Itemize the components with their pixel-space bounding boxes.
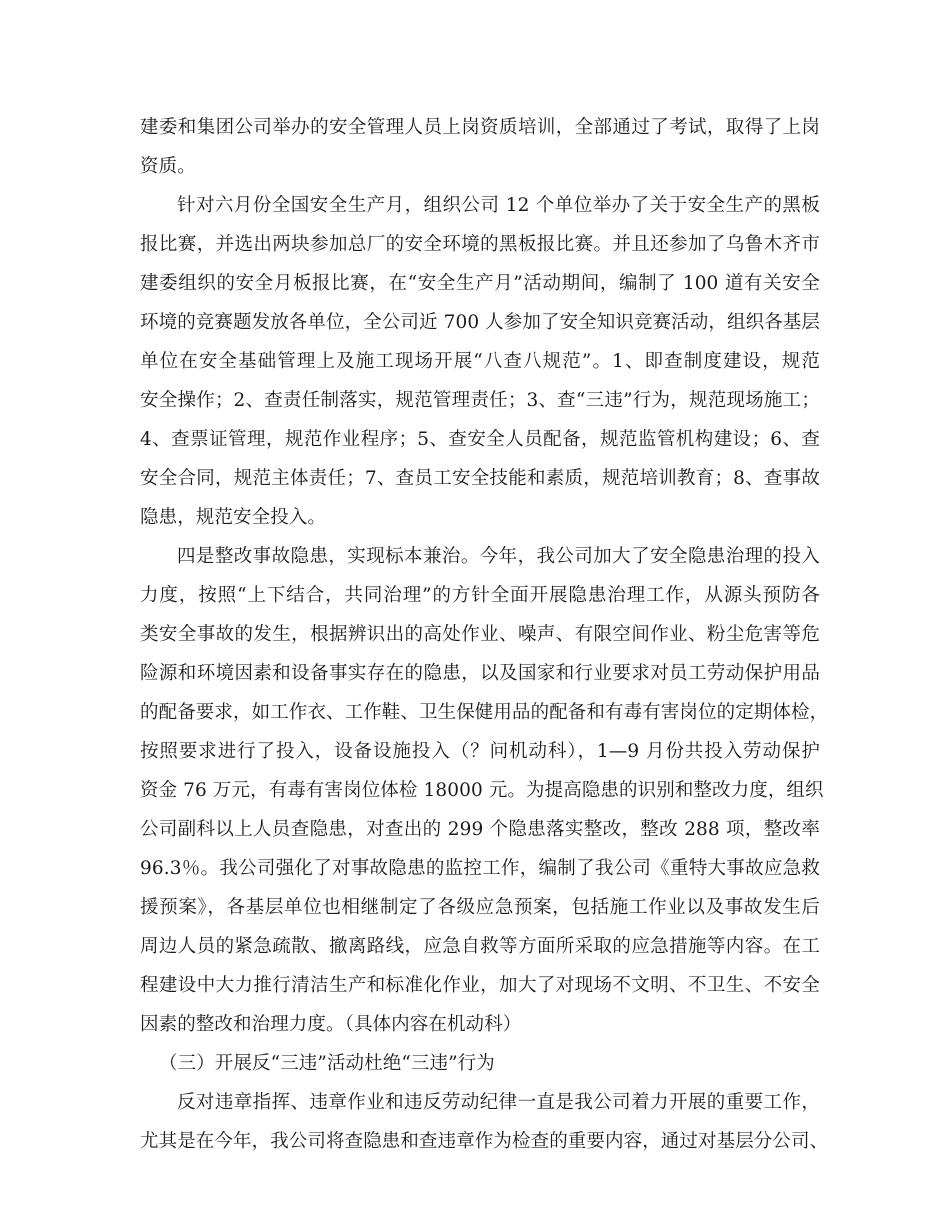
text-line: 针对六月份全国安全生产月，组织公司 12 个单位举办了关于安全生产的黑板 <box>177 195 820 216</box>
text-line: 建委和集团公司举办的安全管理人员上岗资质培训，全部通过了考试，取得了上岗 <box>140 117 820 138</box>
text-line: 四是整改事故隐患，实现标本兼治。今年，我公司加大了安全隐患治理的投入 <box>177 546 820 567</box>
text-line: 4、查票证管理，规范作业程序；5、查安全人员配备，规范监管机构建设；6、查 <box>140 429 820 450</box>
text-line: 反对违章指挥、违章作业和违反劳动纪律一直是我公司着力开展的重要工作， <box>177 1092 820 1113</box>
text-line: 安全合同，规范主体责任；7、查员工安全技能和素质，规范培训教育；8、查事故 <box>140 468 820 489</box>
text-line: 周边人员的紧急疏散、撤离路线，应急自救等方面所采取的应急措施等内容。在工 <box>140 936 820 957</box>
text-line: 公司副科以上人员查隐患，对查出的 299 个隐患落实整改，整改 288 项，整改率 <box>140 819 820 840</box>
text-line: 隐患，规范安全投入。 <box>140 507 327 528</box>
text-line: 安全操作；2、查责任制落实，规范管理责任；3、查“三违”行为，规范现场施工； <box>140 390 820 411</box>
text-line: 的配备要求，如工作衣、工作鞋、卫生保健用品的配备和有毒有害岗位的定期体检， <box>140 702 829 723</box>
text-line: 建委组织的安全月板报比赛，在“安全生产月”活动期间，编制了 100 道有关安全 <box>140 273 820 294</box>
text-line: 因素的整改和治理力度。（具体内容在机动科） <box>140 1014 522 1035</box>
text-line: 按照要求进行了投入，设备设施投入（？问机动科），1—9 月份共投入劳动保护 <box>140 741 820 762</box>
text-line: 尤其是在今年，我公司将查隐患和查违章作为检查的重要内容，通过对基层分公司、 <box>140 1131 829 1152</box>
text-line: 资质。 <box>140 156 196 177</box>
text-line: 程建设中大力推行清洁生产和标准化作业，加大了对现场不文明、不卫生、不安全 <box>140 975 820 996</box>
text-line: 单位在安全基础管理上及施工现场开展“八查八规范”。1、即查制度建设，规范 <box>140 351 820 372</box>
text-line: 险源和环境因素和设备事实存在的隐患，以及国家和行业要求对员工劳动保护用品 <box>140 663 820 684</box>
text-line: 类安全事故的发生，根据辨识出的高处作业、噪声、有限空间作业、粉尘危害等危 <box>140 624 820 645</box>
text-line: 环境的竞赛题发放各单位，全公司近 700 人参加了安全知识竞赛活动，组织各基层 <box>140 312 820 333</box>
text-line: 援预案》，各基层单位也相继制定了各级应急预案，包括施工作业以及事故发生后 <box>140 897 820 918</box>
text-line: 报比赛，并选出两块参加总厂的安全环境的黑板报比赛。并且还参加了乌鲁木齐市 <box>140 234 820 255</box>
text-line: 力度，按照“上下结合，共同治理”的方针全面开展隐患治理工作，从源头预防各 <box>140 585 820 606</box>
text-line: 资金 76 万元，有毒有害岗位体检 18000 元。为提高隐患的识别和整改力度，组织 <box>140 780 824 801</box>
text-line: 96.3％。我公司强化了对事故隐患的监控工作，编制了我公司《重特大事故应急救 <box>140 858 820 879</box>
section-heading: （三）开展反“三违”活动杜绝“三违”行为 <box>159 1053 495 1074</box>
